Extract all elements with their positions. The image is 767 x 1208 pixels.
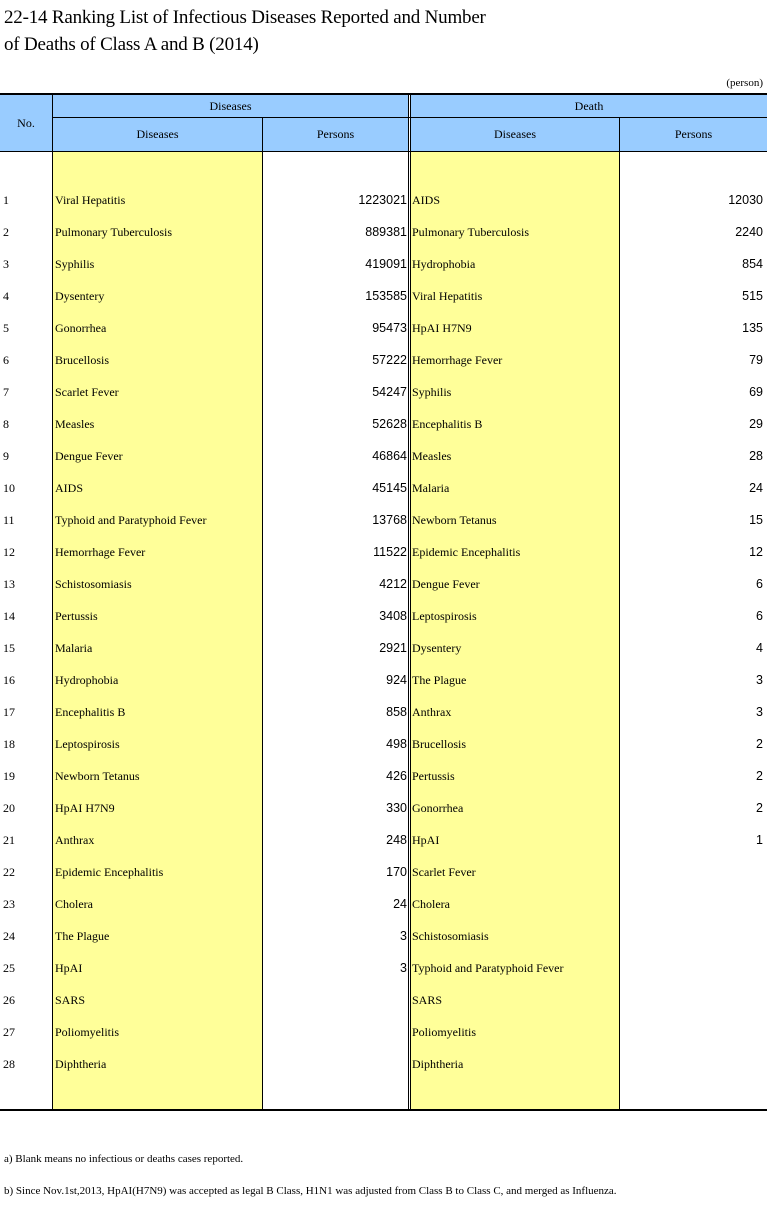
row-death-persons: 2 xyxy=(756,801,763,815)
header-diseases-right xyxy=(411,118,619,151)
table-row xyxy=(0,248,767,280)
row-persons: 153585 xyxy=(365,289,407,303)
row-death-disease: Hydrophobia xyxy=(412,257,476,271)
row-disease: HpAI xyxy=(55,961,83,975)
row-death-disease: Anthrax xyxy=(412,705,452,719)
table-row xyxy=(0,632,767,664)
row-death-disease: Schistosomiasis xyxy=(412,929,489,943)
row-death-persons: 2240 xyxy=(735,225,763,239)
header-diseases-left xyxy=(53,118,262,151)
row-disease: Anthrax xyxy=(55,833,95,847)
row-no: 22 xyxy=(3,865,15,879)
row-death-persons: 4 xyxy=(756,641,763,655)
page-title xyxy=(4,4,704,58)
row-death-persons: 29 xyxy=(749,417,763,431)
row-death-disease: Poliomyelitis xyxy=(412,1025,477,1039)
row-persons: 52628 xyxy=(372,417,407,431)
row-no: 12 xyxy=(3,545,15,559)
table-row xyxy=(0,472,767,504)
row-persons: 46864 xyxy=(372,449,407,463)
row-persons: 3 xyxy=(400,961,407,975)
row-persons: 498 xyxy=(386,737,407,751)
row-death-persons: 3 xyxy=(756,705,763,719)
row-death-disease: Newborn Tetanus xyxy=(412,513,497,527)
row-disease: Encephalitis B xyxy=(55,705,126,719)
row-disease: Viral Hepatitis xyxy=(55,193,126,207)
row-death-persons: 6 xyxy=(756,577,763,591)
row-persons: 1223021 xyxy=(358,193,407,207)
row-death-disease: Dengue Fever xyxy=(412,577,480,591)
row-death-disease: SARS xyxy=(412,993,443,1007)
row-disease: Epidemic Encephalitis xyxy=(55,865,164,879)
row-disease: Hydrophobia xyxy=(55,673,119,687)
table-row xyxy=(0,504,767,536)
row-persons: 330 xyxy=(386,801,407,815)
row-disease: Scarlet Fever xyxy=(55,385,119,399)
row-death-disease: Dysentery xyxy=(412,641,462,655)
header-persons-left xyxy=(263,118,408,151)
row-disease: Newborn Tetanus xyxy=(55,769,140,783)
row-no: 26 xyxy=(3,993,15,1007)
header-group-diseases-label: Diseases xyxy=(209,98,252,113)
header-group-diseases xyxy=(53,95,408,117)
row-persons: 3408 xyxy=(379,609,407,623)
row-death-disease: Diphtheria xyxy=(412,1057,464,1071)
table-row xyxy=(0,792,767,824)
row-disease: Pertussis xyxy=(55,609,98,623)
row-no: 7 xyxy=(3,385,9,399)
row-death-disease: Measles xyxy=(412,449,452,463)
row-no: 14 xyxy=(3,609,15,623)
note-b: b) Since Nov.1st,2013, HpAI(H7N9) was accepted as legal B Class, H1N1 was adjusted from Class B to Class C, and merged as Influenza. xyxy=(4,1185,617,1197)
row-disease: Syphilis xyxy=(55,257,95,271)
row-no: 4 xyxy=(3,289,9,303)
row-disease: Leptospirosis xyxy=(55,737,120,751)
row-no: 25 xyxy=(3,961,15,975)
row-no: 27 xyxy=(3,1025,15,1039)
row-death-disease: Encephalitis B xyxy=(412,417,483,431)
row-no: 2 xyxy=(3,225,9,239)
row-death-persons: 2 xyxy=(756,769,763,783)
row-disease: SARS xyxy=(55,993,86,1007)
row-no: 11 xyxy=(3,513,15,527)
table-row xyxy=(0,760,767,792)
row-death-disease: Pulmonary Tuberculosis xyxy=(412,225,530,239)
header-group-death-label: Death xyxy=(574,98,604,113)
row-persons: 54247 xyxy=(372,385,407,399)
row-death-disease: Gonorrhea xyxy=(412,801,464,815)
row-death-persons: 15 xyxy=(749,513,763,527)
row-death-persons: 12030 xyxy=(728,193,763,207)
row-no: 19 xyxy=(3,769,15,783)
row-death-disease: Syphilis xyxy=(412,385,452,399)
table-row xyxy=(0,568,767,600)
title-line-1: 22-14 Ranking List of Infectious Diseases Reported and Number xyxy=(4,7,486,28)
table-row xyxy=(0,600,767,632)
table-row xyxy=(0,344,767,376)
row-death-disease: HpAI H7N9 xyxy=(412,321,472,335)
header-persons-right xyxy=(620,118,767,151)
row-persons: 248 xyxy=(386,833,407,847)
table-row xyxy=(0,984,767,1016)
row-disease: The Plague xyxy=(55,929,110,943)
table-row xyxy=(0,280,767,312)
row-disease: AIDS xyxy=(55,481,84,495)
row-disease: Hemorrhage Fever xyxy=(55,545,146,559)
table-row xyxy=(0,408,767,440)
table-row xyxy=(0,1048,767,1080)
row-death-persons: 28 xyxy=(749,449,763,463)
table-row xyxy=(0,664,767,696)
row-death-persons: 12 xyxy=(749,545,763,559)
row-death-disease: Hemorrhage Fever xyxy=(412,353,503,367)
row-no: 9 xyxy=(3,449,9,463)
table-row xyxy=(0,216,767,248)
table-bottom-border xyxy=(0,1109,767,1111)
row-disease: Poliomyelitis xyxy=(55,1025,120,1039)
row-death-persons: 515 xyxy=(742,289,763,303)
row-death-disease: HpAI xyxy=(412,833,440,847)
row-death-persons: 24 xyxy=(749,481,763,495)
row-death-disease: Epidemic Encephalitis xyxy=(412,545,521,559)
row-persons: 858 xyxy=(386,705,407,719)
row-disease: Gonorrhea xyxy=(55,321,107,335)
row-persons: 45145 xyxy=(372,481,407,495)
row-persons: 95473 xyxy=(372,321,407,335)
row-death-persons: 1 xyxy=(756,833,763,847)
table-row xyxy=(0,696,767,728)
row-no: 18 xyxy=(3,737,15,751)
table-row xyxy=(0,856,767,888)
row-disease: Diphtheria xyxy=(55,1057,107,1071)
table-row xyxy=(0,536,767,568)
table-row xyxy=(0,728,767,760)
row-persons: 889381 xyxy=(365,225,407,239)
row-death-persons: 69 xyxy=(749,385,763,399)
row-no: 28 xyxy=(3,1057,15,1071)
row-death-persons: 6 xyxy=(756,609,763,623)
row-persons: 57222 xyxy=(372,353,407,367)
note-a: a) Blank means no infectious or deaths cases reported. xyxy=(4,1153,244,1165)
row-no: 8 xyxy=(3,417,9,431)
row-persons: 4212 xyxy=(379,577,407,591)
row-persons: 170 xyxy=(386,865,407,879)
table-row xyxy=(0,824,767,856)
header-no xyxy=(0,95,52,151)
row-death-persons: 79 xyxy=(749,353,763,367)
row-death-persons: 2 xyxy=(756,737,763,751)
table-row xyxy=(0,920,767,952)
row-no: 21 xyxy=(3,833,15,847)
row-persons: 426 xyxy=(386,769,407,783)
row-no: 16 xyxy=(3,673,15,687)
row-no: 1 xyxy=(3,193,9,207)
row-disease: HpAI H7N9 xyxy=(55,801,115,815)
header-group-death xyxy=(411,95,767,117)
row-persons: 2921 xyxy=(379,641,407,655)
row-disease: Schistosomiasis xyxy=(55,577,132,591)
row-no: 10 xyxy=(3,481,15,495)
row-disease: Malaria xyxy=(55,641,93,655)
header-persons-left-label: Persons xyxy=(316,127,355,141)
row-disease: Measles xyxy=(55,417,95,431)
row-no: 13 xyxy=(3,577,15,591)
table-row xyxy=(0,1016,767,1048)
header-no-label: No. xyxy=(17,115,35,130)
row-disease: Cholera xyxy=(55,897,93,911)
row-death-disease: Pertussis xyxy=(412,769,455,783)
row-death-disease: Cholera xyxy=(412,897,450,911)
row-persons: 3 xyxy=(400,929,407,943)
row-disease: Brucellosis xyxy=(55,353,109,367)
row-death-disease: Typhoid and Paratyphoid Fever xyxy=(412,961,564,975)
table-row xyxy=(0,184,767,216)
title-line-2: of Deaths of Class A and B (2014) xyxy=(4,34,259,55)
row-persons: 419091 xyxy=(365,257,407,271)
row-no: 3 xyxy=(3,257,9,271)
row-persons: 11522 xyxy=(373,545,407,559)
row-disease: Typhoid and Paratyphoid Fever xyxy=(55,513,207,527)
table-row xyxy=(0,952,767,984)
row-death-persons: 3 xyxy=(756,673,763,687)
row-no: 6 xyxy=(3,353,9,367)
header-diseases-right-label: Diseases xyxy=(494,127,536,141)
row-no: 20 xyxy=(3,801,15,815)
table-row xyxy=(0,888,767,920)
row-no: 17 xyxy=(3,705,15,719)
row-death-disease: Leptospirosis xyxy=(412,609,477,623)
header-persons-right-label: Persons xyxy=(674,127,713,141)
row-no: 5 xyxy=(3,321,9,335)
row-persons: 24 xyxy=(393,897,407,911)
row-death-disease: AIDS xyxy=(412,193,441,207)
row-death-disease: Viral Hepatitis xyxy=(412,289,483,303)
unit-label: (person) xyxy=(726,77,763,89)
row-death-persons: 135 xyxy=(742,321,763,335)
row-death-disease: Malaria xyxy=(412,481,450,495)
row-no: 23 xyxy=(3,897,15,911)
table-row xyxy=(0,440,767,472)
row-death-disease: The Plague xyxy=(412,673,467,687)
row-disease: Dysentery xyxy=(55,289,105,303)
row-disease: Dengue Fever xyxy=(55,449,123,463)
table-row xyxy=(0,312,767,344)
table-row xyxy=(0,376,767,408)
row-death-persons: 854 xyxy=(742,257,763,271)
row-persons: 13768 xyxy=(372,513,407,527)
row-death-disease: Brucellosis xyxy=(412,737,466,751)
row-persons: 924 xyxy=(386,673,407,687)
header-diseases-left-label: Diseases xyxy=(136,127,179,141)
row-disease: Pulmonary Tuberculosis xyxy=(55,225,173,239)
row-no: 24 xyxy=(3,929,15,943)
row-no: 15 xyxy=(3,641,15,655)
row-death-disease: Scarlet Fever xyxy=(412,865,476,879)
